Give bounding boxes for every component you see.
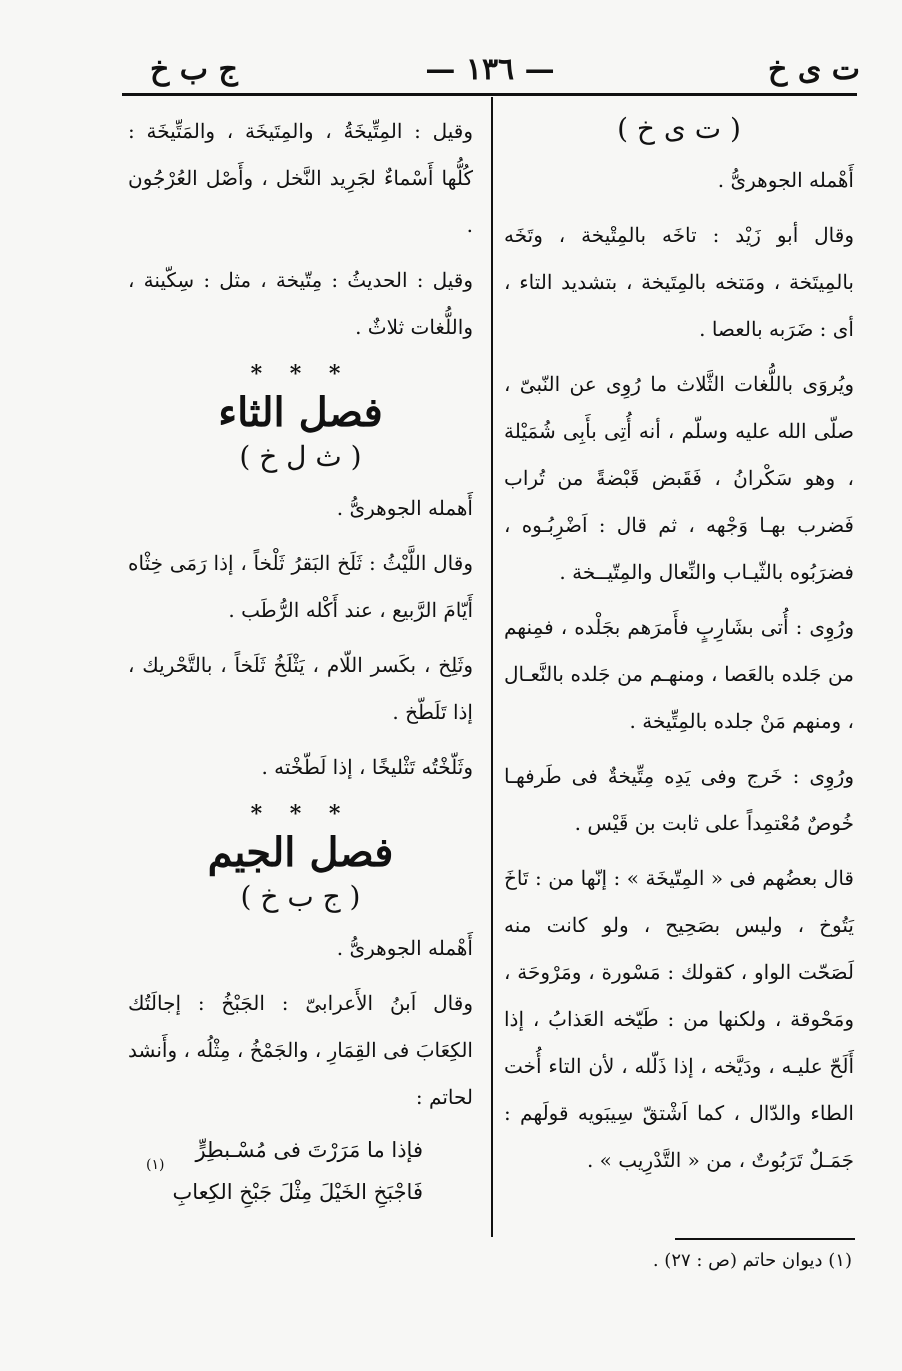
paragraph: وقيل : الحديثُ : مِتّيخة ، مثل : سِكّينة ، واللُّغات ثلاثٌ . (128, 268, 473, 339)
paragraph: وثَلّخْتُه تَثْليخًا ، إذا لَطّخْته . (261, 755, 473, 779)
left-column (128, 108, 473, 1213)
paragraph: وقيل : المِتِّيخَةُ ، والمِتَيخَة ، والمَتِّيخَة : كُلُّها أَسْماءٌ لجَرِيد النَّخل ، وأَصْل العُرْجُون . (128, 119, 473, 237)
verse-line: فإذا ما مَرَرْتَ فى مُسْـبطِرٍّ (195, 1138, 423, 1162)
paragraph: ورُوِى : خَرج وفى يَدِه مِتِّيخةٌ فى طَرفهـا خُوصٌ مُعْتمِداً على ثابت بن قَيْس . (504, 764, 854, 835)
header-root-left: ج ب خ (150, 52, 238, 87)
header-root-right: ت ى خ (768, 52, 860, 87)
footnote-rule (675, 1238, 855, 1240)
paragraph: ويُروَى باللُّغات الثَّلاث ما رُوِى عن النّبىّ ، صلّى الله عليه وسلّم ، أنه أُتِى بأَبِى شُمَيْلة ، وهو سَكْرانُ ، فَقَبض قَبْضةً من تُراب فَضرب بهـا وَجْهه ، ثم قال : اَضْرِبُـوه ، فضرَبُوه بالثّيـاب والنِّعال والمِتّيــخة . (504, 372, 854, 584)
paragraph: وقال اللَّيْثُ : ثَلَخ البَقرُ ثَلْخاً ، إذا رَمَى خِثْاه أَيّامَ الرَّبيع ، عند أَكْله الرُّطَب . (128, 551, 473, 622)
paragraph: ورُوِى : أُتى بشَارِبٍ فأَمرَهم بجَلْده ، فمِنهم من جَلده بالعَصا ، ومنهـم من جَلده بالنَّعـال ، ومنهم مَنْ جلده بالمِتِّيخة . (504, 615, 854, 733)
footnote-marker: (١) (146, 1157, 165, 1173)
section-separator: * * * (250, 361, 351, 387)
page-number: — ١٣٦ — (425, 52, 555, 87)
entry-heading: ( ث ل خ ) (239, 440, 362, 473)
page-header (120, 52, 860, 92)
paragraph: أَهْمله الجوهرىُّ . (717, 168, 854, 192)
right-column (504, 108, 854, 1192)
paragraph: قال بعضُهم فى « المِتّيخَة » : إنّها من : تَاخَ يَتُوخ ، وليس بصَحِيح ، ولو كانت منه لَصَحّت الواو ، كقولك : مَسْورة ، ومَرْوحَة ، ومَحْوقة ، ولكنها من : طَيّخه العَذابُ ، إذا أَلَحّ عليـه ، ودَيَّخه ، إذا ذَلّله ، لأن التاء أُخت الطاء والدّال ، كما اَشْتقّ سِيبَويه قولَهم : جَمَـلٌ تَرَبُوتٌ ، من « التَّدْرِيب » . (504, 866, 854, 1172)
column-divider (491, 97, 493, 1237)
header-rule (122, 93, 857, 96)
verse-line: فَاجْبَخِ الخَيْلَ مِثْلَ جَبْخِ الكِعابِ (172, 1180, 423, 1204)
paragraph: وقال اَبنُ الأَعرابىّ : الجَبْخُ : إجالَتُك الكِعَابَ فى القِمَارِ ، والجَمْخُ ، مِثْلُه ، وأَنشد لحاتم : (128, 991, 473, 1109)
section-separator: * * * (250, 801, 351, 827)
footnote: (١) ديوان حاتم (ص : ٢٧) . (652, 1250, 852, 1271)
section-heading: فصل الثاء (218, 389, 383, 436)
entry-heading: ( ت ى خ ) (617, 112, 741, 145)
entry-heading: ( ج ب خ ) (240, 880, 361, 913)
paragraph: وثَلِخ ، بكَسر اللّام ، يَثْلَخُ ثَلَخاً ، بالتَّحْريك ، إذا تَلَطّخ . (128, 653, 473, 724)
paragraph: أَهمله الجوهرىُّ . (336, 496, 473, 520)
paragraph: أَهْمله الجوهرىُّ . (336, 936, 473, 960)
paragraph: وقال أبو زَيْد : تاخَه بالمِتْيخة ، وتَخَه بالمِيتَخة ، ومَتخه بالمِتَيخة ، بتشديد التاء ، أى : ضَرَبه بالعصا . (504, 223, 854, 341)
section-heading: فصل الجيم (207, 829, 394, 876)
poem-verse (128, 1129, 473, 1213)
